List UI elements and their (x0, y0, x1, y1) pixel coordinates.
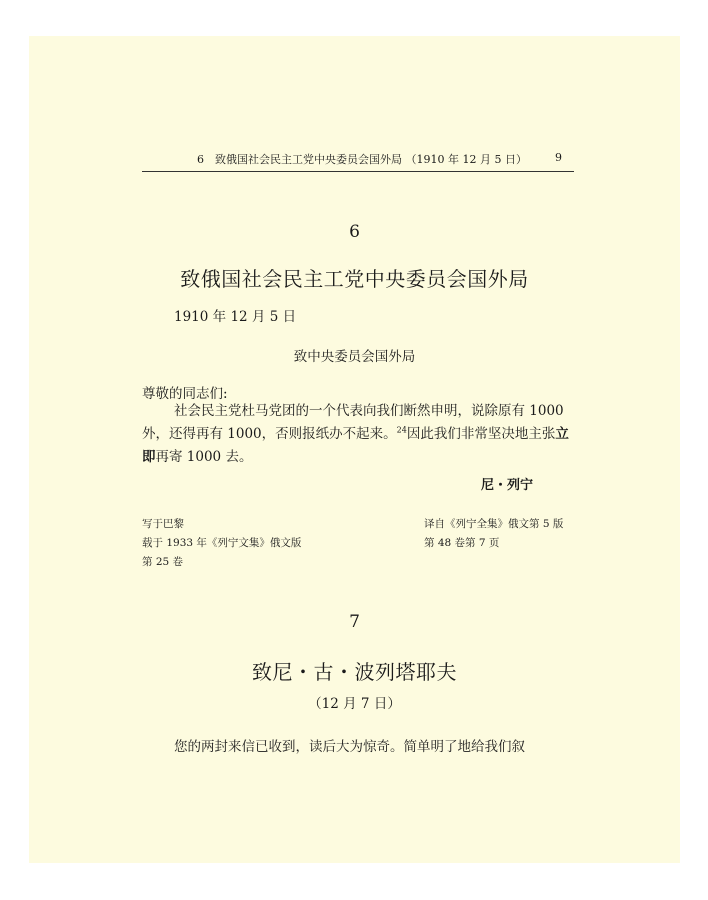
section-number-7: 7 (349, 612, 360, 632)
section-number-6: 6 (349, 222, 360, 242)
notes-right (424, 515, 563, 553)
letter-date-6: 1910 年 12 月 5 日 (174, 309, 297, 325)
page-number: 9 (555, 151, 562, 164)
footnote-ref: 24 (396, 425, 407, 435)
note-left-3: 第 25 卷 (142, 556, 184, 568)
body-bold-emphasis: 立即 (142, 426, 569, 465)
signature: 尼・列宁 (481, 478, 534, 493)
page (29, 36, 680, 863)
note-right-2: 第 48 卷第 7 页 (424, 537, 500, 549)
notes-left (142, 515, 301, 572)
letter-title-7: 致尼・古・波列塔耶夫 (252, 660, 457, 684)
note-left-1: 写于巴黎 (142, 518, 184, 530)
letter-body-7: 您的两封来信已收到，读后大为惊奇。简单明了地给我们叙 (174, 739, 525, 755)
salutation: 尊敬的同志们: (142, 386, 228, 402)
running-header-title: 6 致俄国社会民主工党中央委员会国外局 （1910 年 12 月 5 日） (197, 153, 527, 166)
body-part-2: 因此我们非常坚决地主张 (406, 426, 556, 442)
body-part-3: 再寄 1000 去。 (155, 449, 253, 465)
note-right-1: 译自《列宁全集》俄文第 5 版 (424, 518, 564, 530)
letter-date-7: （12 月 7 日） (308, 696, 401, 712)
note-left-2: 载于 1933 年《列宁文集》俄文版 (142, 537, 302, 549)
body-part-1: 社会民主党杜马党团的一个代表向我们断然申明，说除原有 1000 外，还得再有 1000，否则报纸办不起来。 (142, 403, 564, 442)
letter-title-6: 致俄国社会民主工党中央委员会国外局 (180, 267, 529, 291)
addressee: 致中央委员会国外局 (293, 349, 416, 365)
running-header (142, 149, 574, 172)
letter-body-6 (142, 400, 574, 469)
